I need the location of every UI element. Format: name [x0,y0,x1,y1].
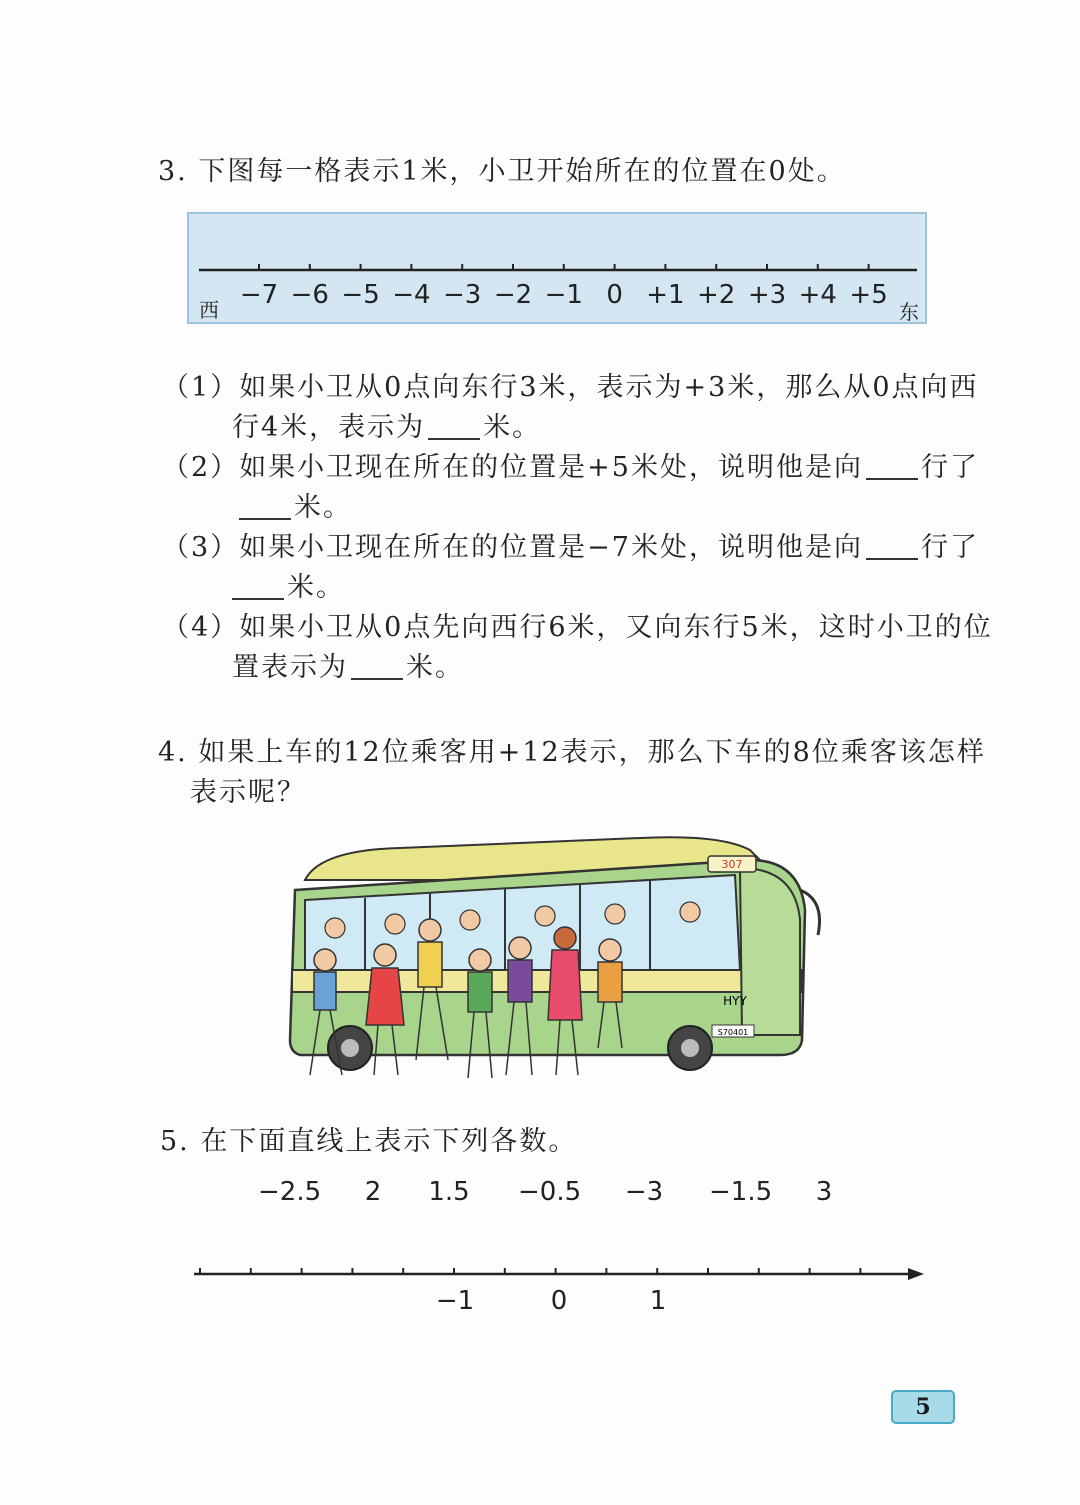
q3-sub4-text2: 置表示为 [232,652,348,683]
answer-blank[interactable] [866,452,918,480]
q5-number: −0.5 [518,1177,582,1207]
q3-sub2-line1 [162,448,979,488]
q3-tick-label: −5 [341,280,380,310]
bus-illustration [280,820,840,1090]
bus-image [280,820,840,1090]
answer-blank[interactable] [351,652,403,680]
q3-sub1-line2 [232,408,541,448]
q3-tick-label: −4 [392,280,431,310]
q4-line1: 4. 如果上车的12位乘客用+12表示，那么下车的8位乘客该怎样 [158,737,986,768]
q5-axis-label: −1 [435,1286,475,1316]
q3-prompt: 3. 下图每一格表示1米，小卫开始所在的位置在0处。 [158,156,846,187]
q5-number: −1.5 [709,1177,773,1207]
q5-number: −3 [624,1177,664,1207]
number-line-box [187,212,927,324]
q3-sub4-line2 [232,648,464,688]
q3-tick-label: −3 [443,280,482,310]
q3-sub3-text2: 行了 [921,532,979,563]
q3-sub3-text: 如果小卫现在所在的位置是−7米处，说明他是向 [239,532,863,563]
bus-plate: S70401 [717,1028,749,1037]
q3-tick-label: +3 [747,280,787,310]
q3-sub2-text2: 行了 [921,452,979,483]
q3-sub2-number: （2） [162,452,240,483]
q5-prompt: 5. 在下面直线上表示下列各数。 [160,1126,578,1157]
q3-sub3-line2 [229,568,345,608]
q3-sub1-text: 如果小卫从0点向东行3米，表示为+3米，那么从0点向西 [239,372,979,403]
q3-sub1-text2: 行4米，表示为 [232,412,426,443]
q3-sub1-unit: 米。 [483,412,542,443]
q3-tick-label: −6 [290,280,329,310]
q5-number: −2.5 [258,1177,322,1207]
q5-number: 1.5 [428,1177,470,1207]
q5-axis-label: 0 [550,1286,568,1316]
q3-sub3-line1 [162,528,979,568]
q5-number: 3 [815,1177,833,1207]
q4-line2: 表示呢？ [190,777,306,808]
q3-tick-label: 0 [606,280,623,310]
bus-route-number: 307 [721,858,743,871]
answer-blank[interactable] [232,572,284,600]
q3-tick-label: −1 [544,280,583,310]
answer-blank[interactable] [866,532,918,560]
west-label: 西 [199,298,219,322]
q3-tick-label: +5 [849,280,888,310]
q3-sub4-line1 [162,608,993,648]
q3-sub1-line1 [162,368,979,408]
east-label: 东 [899,300,919,324]
answer-blank[interactable] [428,412,480,440]
q3-sub3-unit: 米。 [287,572,345,603]
q5-axis-label: 1 [649,1286,667,1316]
q3-sub4-unit: 米。 [406,652,464,683]
q3-sub3-number: （3） [162,532,240,563]
q3-sub4-text: 如果小卫从0点先向西行6米，又向东行5米，这时小卫的位 [239,612,993,643]
bus-badge: HYY [723,994,747,1008]
q3-tick-label: +4 [798,280,837,310]
q3-tick-label: −7 [239,280,279,310]
q5-number: 2 [364,1177,382,1207]
q3-sub2-unit: 米。 [294,492,352,523]
q3-sub4-number: （4） [162,612,240,643]
page-number: 5 [891,1390,955,1424]
q3-sub2-text: 如果小卫现在所在的位置是+5米处，说明他是向 [239,452,863,483]
q3-sub2-line2 [236,488,352,528]
q3-sub1-number: （1） [162,372,240,403]
answer-blank[interactable] [239,492,291,520]
q3-tick-label: +2 [697,280,736,310]
q3-tick-label: +1 [646,280,685,310]
q3-tick-label: −2 [493,280,533,310]
